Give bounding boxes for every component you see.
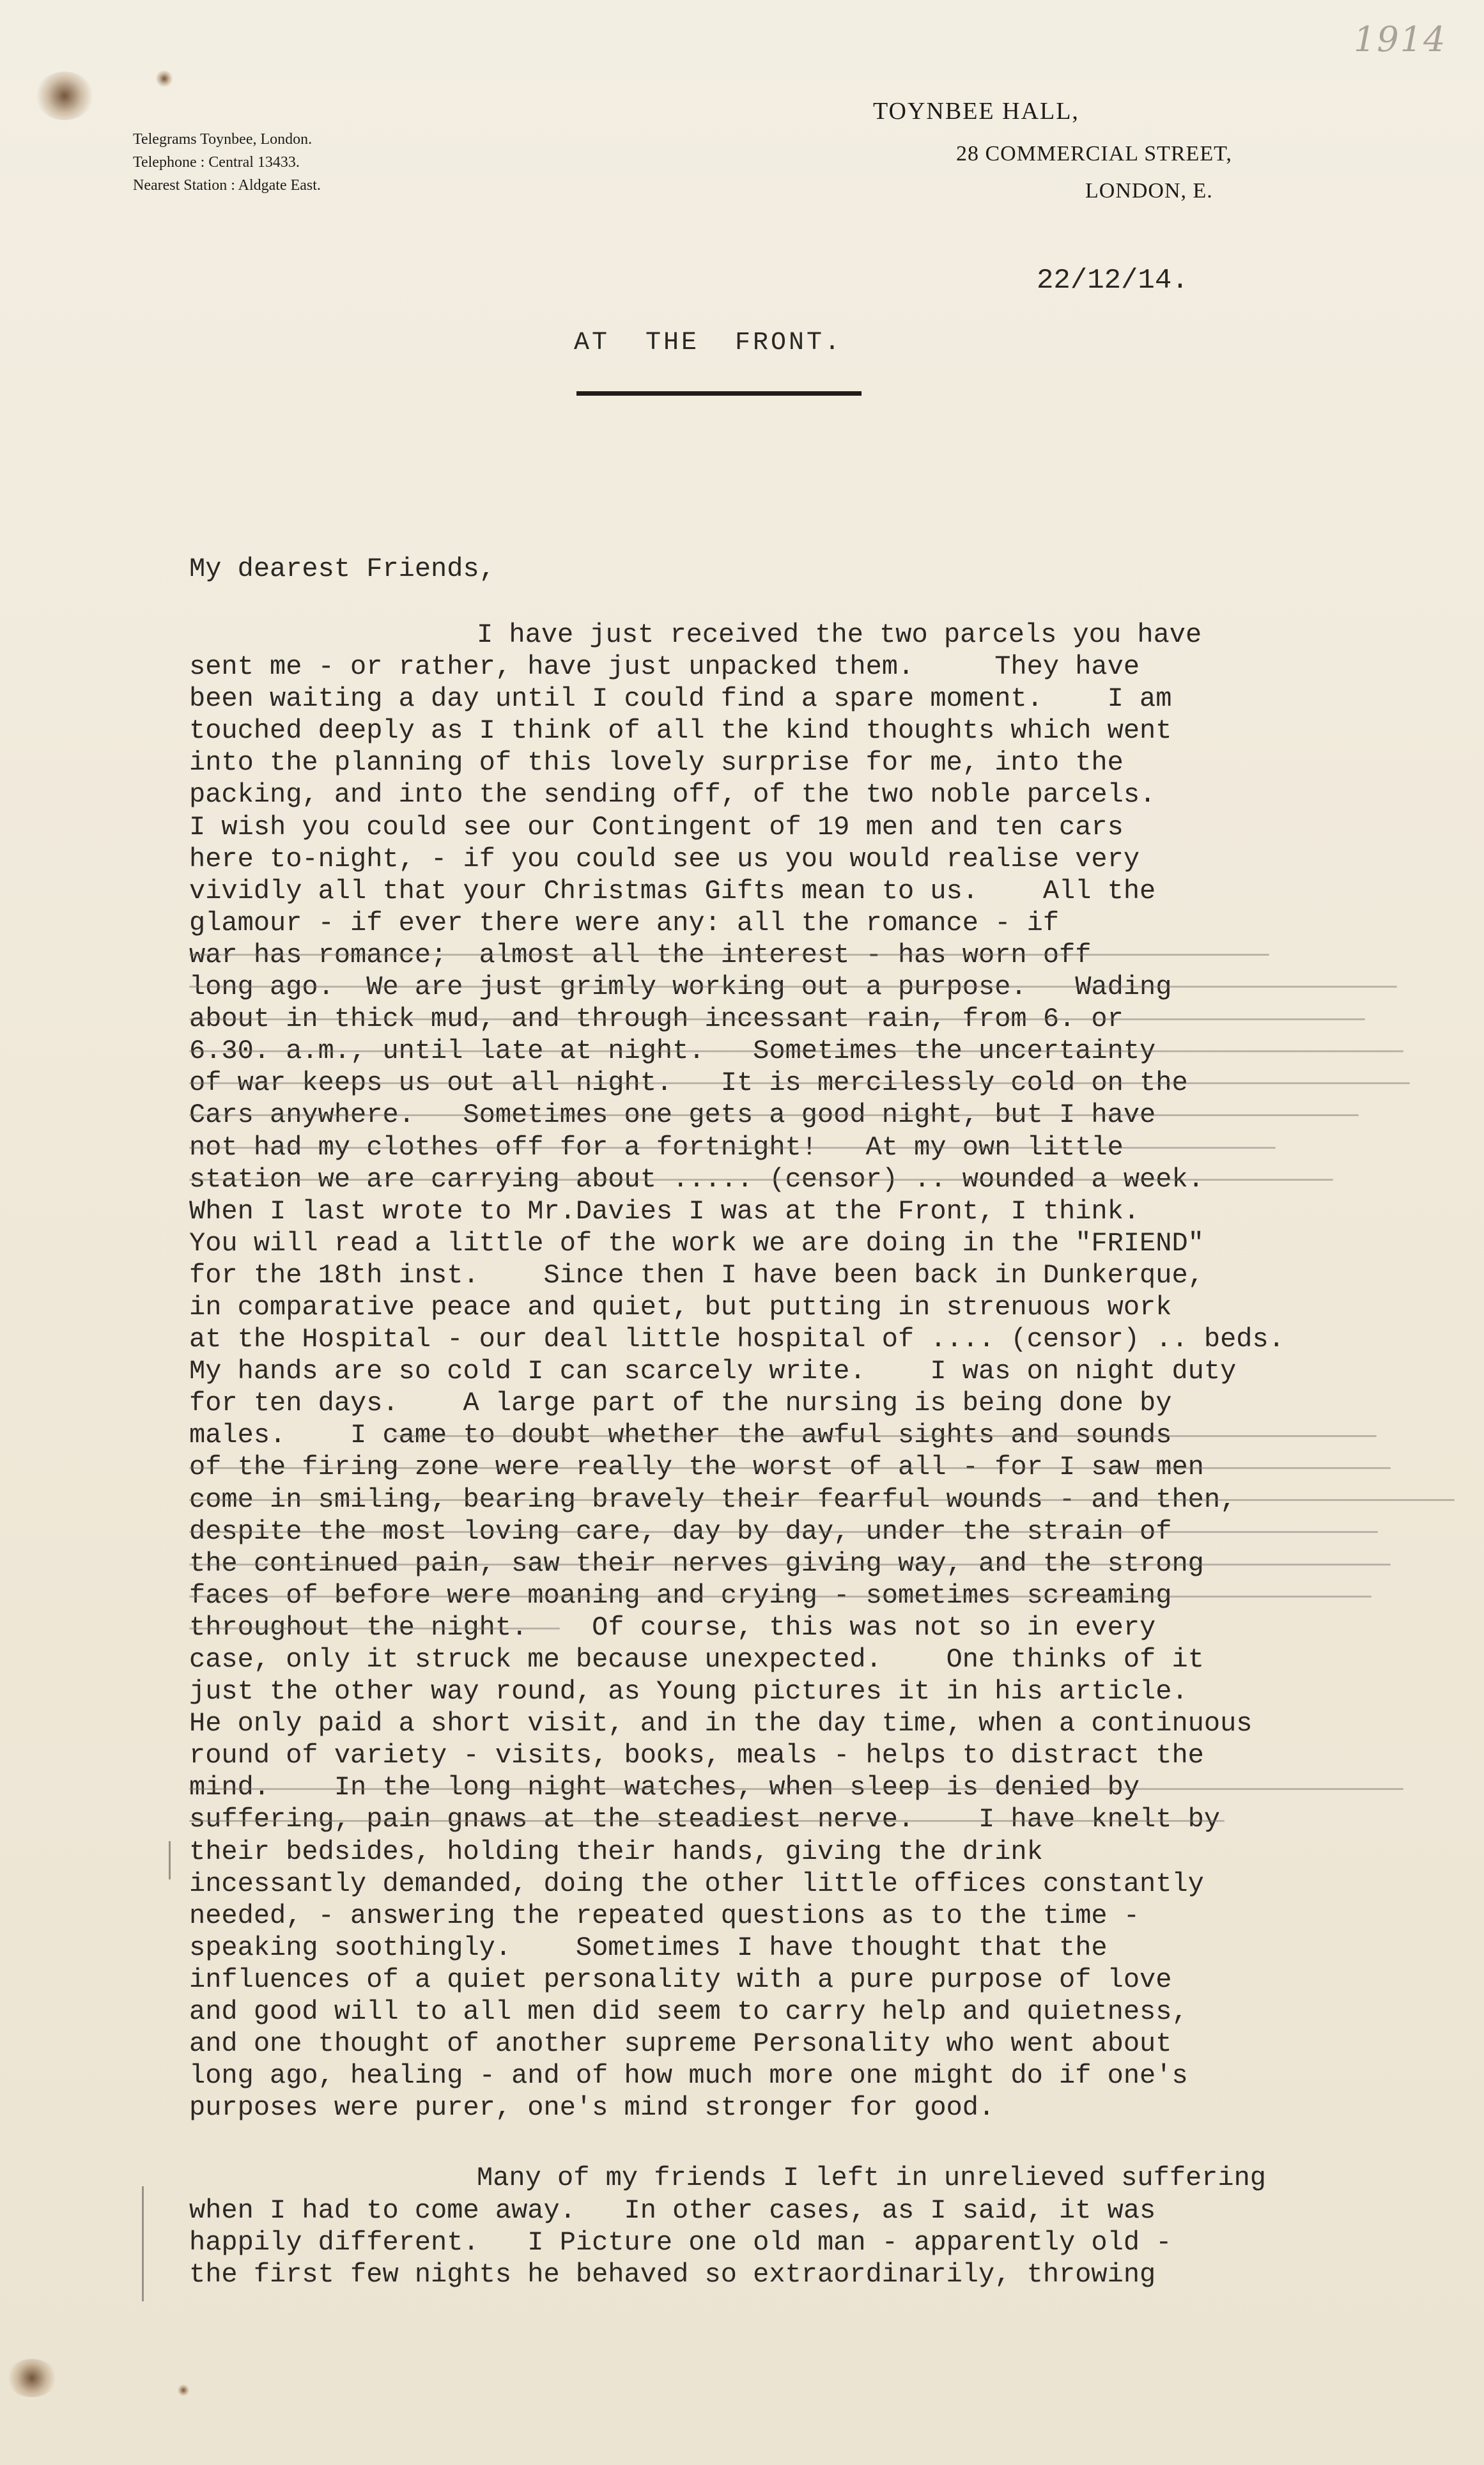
pencil-year-note: 1914: [1354, 19, 1447, 59]
body-line: when I had to come away. In other cases, as I said, it was: [189, 2195, 1156, 2226]
body-line: My hands are so cold I can scarcely write. I was on night duty: [189, 1356, 1237, 1387]
body-line: round of variety - visits, books, meals - helps to distract the: [189, 1740, 1204, 1771]
pencil-underline: [189, 1082, 1410, 1084]
letter-date: 22/12/14.: [1037, 265, 1189, 297]
body-line: He only paid a short visit, and in the day time, when a continuous: [189, 1708, 1253, 1739]
body-line: You will read a little of the work we are doing in the "FRIEND": [189, 1227, 1204, 1259]
body-line: glamour - if ever there were any: all the romance - if: [189, 907, 1060, 938]
body-line: here to-night, - if you could see us you would realise very: [189, 843, 1140, 875]
paragraph-2: [189, 2162, 1467, 2290]
body-line: despite the most loving care, day by day, under the strain of: [189, 1516, 1172, 1547]
body-line: into the planning of this lovely surprise for me, into the: [189, 747, 1124, 779]
body-line: When I last wrote to Mr.Davies I was at the Front, I think.: [189, 1195, 1140, 1227]
pencil-underline: [189, 1050, 1403, 1052]
body-line: vividly all that your Christmas Gifts mean to us. All the: [189, 875, 1156, 906]
body-line: mind. In the long night watches, when sleep is denied by: [189, 1772, 1140, 1803]
body-line: speaking soothingly. Sometimes I have thought that the: [189, 1932, 1108, 1963]
letter-body: [189, 619, 1467, 2290]
foxing-stain: [156, 70, 173, 87]
body-line: purposes were purer, one's mind stronger for good.: [189, 2092, 995, 2124]
body-line: long ago. We are just grimly working out a purpose. Wading: [189, 972, 1172, 1003]
letterhead-contact: [133, 128, 321, 197]
pencil-underline: [189, 1788, 1403, 1790]
salutation: My dearest Friends,: [189, 554, 495, 584]
body-line: Many of my friends I left in unrelieved suffering: [477, 2163, 1267, 2194]
body-line: I wish you could see our Contingent of 19 men and ten cars: [189, 811, 1124, 843]
pencil-underline: [189, 1564, 1391, 1566]
letterhead-street: 28 COMMERCIAL STREET,: [956, 142, 1232, 166]
body-line: for the 18th inst. Since then I have been back in Dunkerque,: [189, 1259, 1204, 1291]
pencil-underline: [189, 954, 1269, 956]
body-line: long ago, healing - and of how much more one might do if one's: [189, 2060, 1188, 2092]
body-line: in comparative peace and quiet, but putting in strenuous work: [189, 1291, 1172, 1323]
body-line: about in thick mud, and through incessant rain, from 6. or: [189, 1004, 1124, 1035]
margin-mark: [142, 2186, 144, 2301]
body-line: the first few nights he behaved so extraordinarily, throwing: [189, 2259, 1156, 2290]
body-line: needed, - answering the repeated questions as to the time -: [189, 1900, 1140, 1931]
body-line: packing, and into the sending off, of the two noble parcels.: [189, 779, 1156, 811]
pencil-underline: [189, 1467, 1391, 1469]
body-line: of the firing zone were really the worst of all - for I saw men: [189, 1452, 1204, 1483]
body-line: sent me - or rather, have just unpacked them. They have: [189, 651, 1140, 683]
body-line: and good will to all men did seem to carry help and quietness,: [189, 1996, 1188, 2028]
letterhead-name: TOYNBEE HALL,: [873, 98, 1079, 125]
body-line: touched deeply as I think of all the kind thoughts which went: [189, 715, 1172, 747]
telegrams-line: Telegrams Toynbee, London.: [133, 131, 313, 148]
pencil-underline: [189, 1531, 1378, 1533]
body-line: their bedsides, holding their hands, giving the drink: [189, 1836, 1043, 1867]
telephone-line: Telephone : Central 13433.: [133, 154, 300, 171]
paragraph-1: [189, 619, 1467, 2124]
body-line: throughout the night. Of course, this was not so in every: [189, 1612, 1156, 1643]
body-line: for ten days. A large part of the nursing is being done by: [189, 1388, 1172, 1419]
body-line: incessantly demanded, doing the other little offices constantly: [189, 1868, 1204, 1899]
pencil-underline: [189, 1628, 560, 1629]
body-line: suffering, pain gnaws at the steadiest nerve. I have knelt by: [189, 1804, 1221, 1835]
foxing-stain: [178, 2384, 189, 2396]
body-line: influences of a quiet personality with a pure purpose of love: [189, 1964, 1172, 1995]
pencil-underline: [189, 1179, 1333, 1181]
pencil-underline: [392, 1435, 1377, 1437]
foxing-stain: [36, 72, 93, 120]
body-line: Cars anywhere. Sometimes one gets a good night, but I have: [189, 1100, 1156, 1131]
body-line: and one thought of another supreme Personality who went about: [189, 2028, 1172, 2060]
pencil-underline: [189, 1018, 1365, 1020]
body-line: not had my clothes off for a fortnight! At my own little: [189, 1131, 1124, 1163]
body-line: faces of before were moaning and crying - sometimes screaming: [189, 1580, 1172, 1611]
body-line: happily different. I Picture one old man - apparently old -: [189, 2227, 1172, 2258]
pencil-underline: [189, 1596, 1372, 1598]
body-line: 6.30. a.m., until late at night. Sometimes the uncertainty: [189, 1036, 1156, 1067]
letterhead-city: LONDON, E.: [1085, 179, 1213, 203]
body-line: just the other way round, as Young pictures it in his article.: [189, 1676, 1188, 1707]
letter-heading: AT THE FRONT.: [574, 329, 843, 357]
pencil-underline: [189, 1114, 1359, 1116]
body-line: of war keeps us out all night. It is mercilessly cold on the: [189, 1068, 1188, 1099]
heading-rule: [576, 391, 862, 396]
station-line: Nearest Station : Aldgate East.: [133, 177, 321, 194]
body-line: at the Hospital - our deal little hospital of .... (censor) .. beds.: [189, 1324, 1285, 1355]
body-line: been waiting a day until I could find a spare moment. I am: [189, 683, 1172, 715]
pencil-underline: [189, 1147, 1276, 1149]
pencil-underline: [189, 1499, 1455, 1501]
body-line: case, only it struck me because unexpected. One thinks of it: [189, 1644, 1204, 1675]
margin-mark: [169, 1841, 171, 1879]
body-line: the continued pain, saw their nerves giving way, and the strong: [189, 1548, 1204, 1579]
body-line: males. I came to doubt whether the awful sights and sounds: [189, 1420, 1172, 1451]
body-line: station we are carrying about ..... (censor) .. wounded a week.: [189, 1163, 1204, 1195]
body-line: I have just received the two parcels you have: [477, 619, 1202, 650]
body-line: war has romance; almost all the interest - has worn off: [189, 939, 1092, 970]
pencil-underline: [189, 986, 1397, 988]
pencil-underline: [189, 1820, 1225, 1822]
body-line: come in smiling, bearing bravely their fearful wounds - and then,: [189, 1484, 1237, 1515]
foxing-stain: [6, 2359, 58, 2397]
